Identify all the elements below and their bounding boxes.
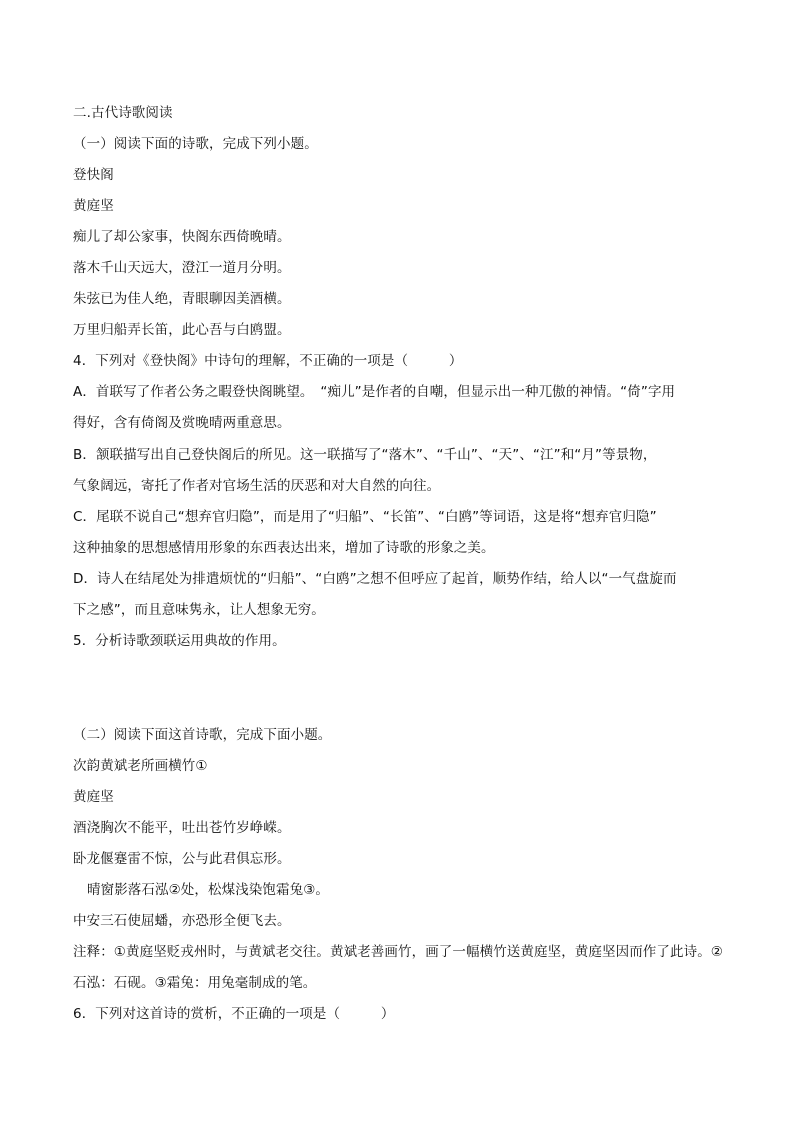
question-4: 4．下列对《登快阁》中诗句的理解，不正确的一项是（ ）	[73, 353, 463, 369]
part2-author: 黄庭坚	[73, 789, 114, 805]
part1-poem-line: 落木千山天远大，澄江一道月分明。	[73, 260, 291, 276]
option-a-line-2: 得好，含有倚阁及赏晚晴两重意思。	[73, 415, 291, 431]
part1-poem-title: 登快阁	[73, 167, 114, 183]
part1-poem-line: 痴儿了却公家事，快阁东西倚晚晴。	[73, 229, 291, 245]
part2-poem-line: 晴窗影落石泓②处，松煤浅染饱霜兔③。	[87, 882, 330, 898]
part2-poem-title: 次韵黄斌老所画横竹①	[73, 758, 208, 774]
option-b-line-2: 气象阔远，寄托了作者对官场生活的厌恶和对大自然的向往。	[73, 478, 441, 494]
part2-instruction: （二）阅读下面这首诗歌，完成下面小题。	[73, 727, 332, 743]
option-b-line-1: B．颔联描写出自己登快阁后的所见。这一联描写了“落木”、“千山”、“天”、“江”和“月”等景物，	[73, 447, 657, 463]
question-5: 5．分析诗歌颈联运用典故的作用。	[73, 633, 286, 649]
part1-author: 黄庭坚	[73, 198, 114, 214]
part2-poem-line: 卧龙偃蹇雷不惊，公与此君俱忘形。	[73, 851, 291, 867]
part2-poem-line: 中安三石使屈蟠，亦恐形全便飞去。	[73, 913, 291, 929]
part1-poem-line: 万里归船弄长笛，此心吾与白鸥盟。	[73, 322, 291, 338]
option-d-line-1: D．诗人在结尾处为排遣烦忧的“归船”、“白鸥”之想不但呼应了起首，顺势作结，给人以“一气盘旋而	[73, 571, 677, 587]
option-c-line-1: C．尾联不说自己“想弃官归隐”，而是用了“归船”、“长笛”、“白鸥”等词语，这是将“想弃官归隐”	[73, 509, 657, 525]
option-d-line-2: 下之感”，而且意味隽永，让人想象无穷。	[73, 602, 325, 618]
note-line-2: 石泓：石砚。③霜兔：用兔毫制成的笔。	[73, 975, 317, 991]
option-a-line-1: A．首联写了作者公务之暇登快阁眺望。 “痴儿”是作者的自嘲，但显示出一种兀傲的神情。“倚”字用	[73, 384, 676, 400]
note-line-1: 注释：①黄庭坚贬戎州时，与黄斌老交往。黄斌老善画竹，画了一幅横竹送黄庭坚，黄庭坚因而作了此诗。②	[73, 944, 724, 960]
section-title: 二.古代诗歌阅读	[73, 105, 173, 121]
part2-poem-line: 酒浇胸次不能平，吐出苍竹岁峥嵘。	[73, 820, 291, 836]
part1-poem-line: 朱弦已为佳人绝，青眼聊因美酒横。	[73, 291, 291, 307]
part1-instruction: （一）阅读下面的诗歌，完成下列小题。	[73, 136, 318, 152]
option-c-line-2: 这种抽象的思想感情用形象的东西表达出来，增加了诗歌的形象之美。	[73, 540, 495, 556]
question-6: 6．下列对这首诗的赏析，不正确的一项是（ ）	[73, 1006, 395, 1022]
